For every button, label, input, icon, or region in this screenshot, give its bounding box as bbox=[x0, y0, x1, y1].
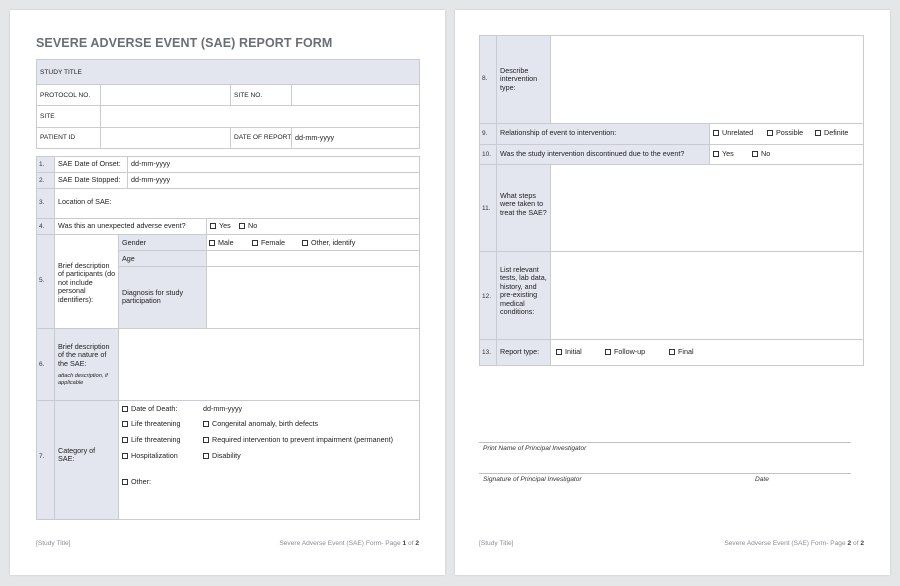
footer-text: Severe Adverse Event (SAE) Form- Page bbox=[279, 540, 403, 547]
number-column bbox=[480, 36, 496, 365]
checkbox-icon[interactable] bbox=[252, 240, 258, 246]
row-number: 13. bbox=[482, 349, 492, 356]
checkbox-icon[interactable] bbox=[752, 151, 758, 157]
site-no-field[interactable] bbox=[292, 85, 419, 105]
protocol-no-field[interactable] bbox=[101, 85, 230, 105]
checkbox-icon[interactable] bbox=[302, 240, 308, 246]
unrelated-option[interactable] bbox=[713, 129, 753, 137]
checkbox-icon[interactable] bbox=[815, 130, 821, 136]
yes-label: Yes bbox=[722, 149, 734, 158]
relevant-tests-label: List relevant tests, lab data, history, and pre-existing medical conditions: bbox=[500, 265, 547, 317]
treatment-steps-field[interactable] bbox=[551, 165, 863, 251]
form-page-1 bbox=[10, 10, 445, 575]
treatment-steps-label: What steps were taken to treat the SAE? bbox=[500, 191, 547, 217]
hospitalization-option[interactable] bbox=[122, 452, 178, 460]
discontinued-yes-option[interactable] bbox=[713, 150, 734, 158]
age-label: Age bbox=[122, 254, 135, 263]
row-number: 3. bbox=[39, 199, 45, 206]
life-threatening-label: Life threatening bbox=[131, 435, 181, 444]
participant-description-label: Brief description of participants (do not include personal identifiers): bbox=[58, 261, 116, 304]
no-label: No bbox=[761, 149, 771, 158]
category-of-sae-label: Category of SAE: bbox=[58, 446, 96, 464]
site-no-label: SITE NO. bbox=[234, 92, 263, 99]
report-final-option[interactable] bbox=[669, 348, 694, 356]
report-initial-option[interactable] bbox=[556, 348, 582, 356]
final-label: Final bbox=[678, 347, 694, 356]
other-category-option[interactable] bbox=[122, 478, 151, 486]
checkbox-icon[interactable] bbox=[209, 240, 215, 246]
checkbox-icon[interactable] bbox=[122, 437, 128, 443]
row-number: 2. bbox=[39, 177, 45, 184]
disability-label: Disability bbox=[212, 451, 241, 460]
row-number: 12. bbox=[482, 293, 492, 300]
nature-of-sae-field[interactable] bbox=[119, 329, 419, 400]
intervention-type-field[interactable] bbox=[551, 36, 863, 123]
signature-label: Signature of Principal Investigator bbox=[483, 476, 582, 483]
unexpected-no-option[interactable] bbox=[239, 222, 257, 230]
life-threatening-option-1[interactable] bbox=[122, 420, 181, 428]
no-label: No bbox=[248, 221, 258, 230]
date-of-death-field[interactable]: dd-mm-yyyy bbox=[203, 404, 243, 413]
study-title-label: STUDY TITLE bbox=[40, 69, 82, 76]
checkbox-icon[interactable] bbox=[210, 223, 216, 229]
other-category-label: Other: bbox=[131, 477, 151, 486]
footer-text: Severe Adverse Event (SAE) Form- Page bbox=[724, 540, 848, 547]
gender-other-option[interactable] bbox=[302, 239, 355, 247]
print-name-line[interactable] bbox=[479, 442, 851, 443]
footer-page-number bbox=[724, 540, 864, 547]
diagnosis-field[interactable] bbox=[207, 267, 419, 328]
relationship-label: Relationship of event to intervention: bbox=[500, 128, 617, 137]
checkbox-icon[interactable] bbox=[556, 349, 562, 355]
report-type-label: Report type: bbox=[500, 347, 540, 356]
yes-label: Yes bbox=[219, 221, 231, 230]
row-number: 9. bbox=[482, 130, 488, 137]
form-title: SEVERE ADVERSE EVENT (SAE) REPORT FORM bbox=[36, 36, 333, 50]
definite-label: Definite bbox=[824, 128, 849, 137]
age-field[interactable] bbox=[207, 251, 419, 266]
footer-of: of bbox=[406, 540, 416, 547]
footer-study-title: [Study Title] bbox=[36, 540, 71, 547]
sae-stopped-field[interactable]: dd-mm-yyyy bbox=[131, 175, 171, 184]
total-pages: 2 bbox=[860, 540, 864, 547]
checkbox-icon[interactable] bbox=[122, 453, 128, 459]
row-number: 8. bbox=[482, 75, 488, 82]
date-of-death-label: Date of Death: bbox=[131, 404, 178, 413]
date-of-report-field[interactable]: dd-mm-yyyy bbox=[295, 133, 335, 142]
participant-subfield-labels bbox=[119, 235, 206, 328]
report-followup-option[interactable] bbox=[605, 348, 645, 356]
intervention-type-label: Describe intervention type: bbox=[500, 66, 538, 92]
date-of-report-label: DATE OF REPORT bbox=[234, 134, 292, 141]
checkbox-icon[interactable] bbox=[767, 130, 773, 136]
number-column bbox=[37, 157, 54, 519]
row-number: 4. bbox=[39, 223, 45, 230]
patient-id-field[interactable] bbox=[101, 128, 230, 149]
sae-onset-label: SAE Date of Onset: bbox=[58, 159, 121, 168]
congenital-anomaly-label: Congenital anomaly, birth defects bbox=[212, 419, 319, 428]
unrelated-label: Unrelated bbox=[722, 128, 754, 137]
checkbox-icon[interactable] bbox=[605, 349, 611, 355]
gender-female-option[interactable] bbox=[252, 239, 285, 247]
possible-label: Possible bbox=[776, 128, 804, 137]
row-number: 10. bbox=[482, 151, 492, 158]
sae-stopped-label: SAE Date Stopped: bbox=[58, 175, 121, 184]
date-label: Date bbox=[755, 476, 769, 483]
row-number: 7. bbox=[39, 453, 45, 460]
female-label: Female bbox=[261, 238, 285, 247]
checkbox-icon[interactable] bbox=[122, 406, 128, 412]
followup-label: Follow-up bbox=[614, 347, 646, 356]
checkbox-icon[interactable] bbox=[122, 421, 128, 427]
unexpected-yes-option[interactable] bbox=[210, 222, 231, 230]
checkbox-icon[interactable] bbox=[122, 479, 128, 485]
discontinued-label: Was the study intervention discontinued due to the event? bbox=[500, 149, 685, 158]
sae-location-label: Location of SAE: bbox=[58, 197, 112, 206]
footer-of: of bbox=[851, 540, 861, 547]
protocol-no-label: PROTOCOL NO. bbox=[40, 92, 91, 99]
row-number: 11. bbox=[482, 205, 491, 212]
required-intervention-option[interactable] bbox=[203, 436, 393, 444]
initial-label: Initial bbox=[565, 347, 582, 356]
total-pages: 2 bbox=[415, 540, 419, 547]
congenital-anomaly-option[interactable] bbox=[203, 420, 318, 428]
gender-male-option[interactable] bbox=[209, 239, 234, 247]
required-intervention-label: Required intervention to prevent impairment (permanent) bbox=[212, 435, 393, 444]
row-number: 6. bbox=[39, 361, 45, 368]
attach-description-note: attach description, if applicable bbox=[58, 373, 108, 386]
date-of-death-option[interactable] bbox=[122, 405, 177, 413]
unexpected-event-label: Was this an unexpected adverse event? bbox=[58, 221, 186, 230]
checkbox-icon[interactable] bbox=[203, 453, 209, 459]
checkbox-icon[interactable] bbox=[713, 151, 719, 157]
other-label: Other, identify bbox=[311, 238, 356, 247]
checkbox-icon[interactable] bbox=[239, 223, 245, 229]
row-number: 5. bbox=[39, 277, 45, 284]
site-label: SITE bbox=[40, 113, 55, 120]
checkbox-icon[interactable] bbox=[669, 349, 675, 355]
life-threatening-label: Life threatening bbox=[131, 419, 181, 428]
site-field[interactable] bbox=[101, 106, 419, 127]
sae-onset-field[interactable]: dd-mm-yyyy bbox=[131, 159, 171, 168]
checkbox-icon[interactable] bbox=[203, 421, 209, 427]
study-title-field[interactable] bbox=[100, 60, 419, 84]
row-number: 1. bbox=[39, 161, 45, 168]
hospitalization-label: Hospitalization bbox=[131, 451, 178, 460]
male-label: Male bbox=[218, 238, 234, 247]
signature-line[interactable] bbox=[479, 473, 851, 474]
relevant-tests-field[interactable] bbox=[551, 252, 863, 339]
nature-of-sae-label: Brief description of the nature of the SAE: bbox=[58, 342, 110, 368]
diagnosis-label: Diagnosis for study participation bbox=[122, 288, 184, 306]
life-threatening-option-2[interactable] bbox=[122, 436, 181, 444]
possible-option[interactable] bbox=[767, 129, 803, 137]
disability-option[interactable] bbox=[203, 452, 241, 460]
sae-location-field[interactable] bbox=[128, 189, 419, 218]
checkbox-icon[interactable] bbox=[713, 130, 719, 136]
form-page-2 bbox=[455, 10, 890, 575]
print-name-label: Print Name of Principal Investigator bbox=[483, 445, 587, 452]
current-page: 2 bbox=[847, 540, 852, 547]
current-page: 1 bbox=[402, 540, 407, 547]
footer-page-number bbox=[279, 540, 419, 547]
discontinued-no-option[interactable] bbox=[752, 150, 770, 158]
definite-option[interactable] bbox=[815, 129, 848, 137]
footer-study-title: [Study Title] bbox=[479, 540, 514, 547]
checkbox-icon[interactable] bbox=[203, 437, 209, 443]
gender-label: Gender bbox=[122, 238, 146, 247]
patient-id-label: PATIENT ID bbox=[40, 134, 76, 141]
